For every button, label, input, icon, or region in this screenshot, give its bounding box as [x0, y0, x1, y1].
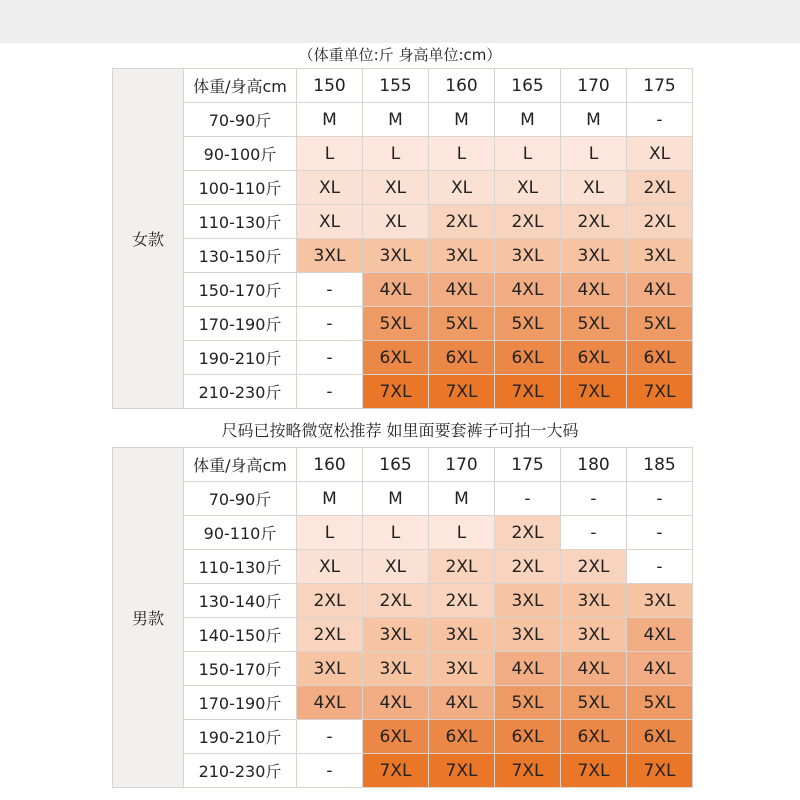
size-cell: 3XL: [561, 239, 627, 273]
weight-range-cell: 90-100斤: [184, 137, 297, 171]
size-cell: 3XL: [429, 239, 495, 273]
height-header-cell: 160: [429, 69, 495, 103]
size-cell: 5XL: [495, 686, 561, 720]
size-cell: -: [297, 754, 363, 788]
table-row: [113, 103, 693, 137]
weight-range-cell: 110-130斤: [184, 205, 297, 239]
table-row: [113, 720, 693, 754]
size-cell: 7XL: [561, 375, 627, 409]
size-cell: XL: [297, 550, 363, 584]
size-cell: 6XL: [495, 341, 561, 375]
size-cell: -: [297, 720, 363, 754]
size-cell: 2XL: [561, 550, 627, 584]
size-cell: 3XL: [561, 584, 627, 618]
size-cell: 2XL: [627, 205, 693, 239]
height-header-cell: 150: [297, 69, 363, 103]
size-cell: 4XL: [363, 273, 429, 307]
size-footnote: 尺码已按略微宽松推荐 如里面要套裤子可拍一大码: [221, 421, 579, 440]
size-cell: 4XL: [429, 686, 495, 720]
table-row: [113, 137, 693, 171]
weight-range-cell: 130-140斤: [184, 584, 297, 618]
weight-range-cell: 150-170斤: [184, 273, 297, 307]
size-cell: 7XL: [363, 375, 429, 409]
weight-range-cell: 170-190斤: [184, 307, 297, 341]
size-cell: 4XL: [561, 273, 627, 307]
table-row: [113, 171, 693, 205]
size-cell: 2XL: [297, 584, 363, 618]
size-cell: 5XL: [561, 686, 627, 720]
size-cell: 3XL: [429, 618, 495, 652]
size-cell: XL: [363, 205, 429, 239]
size-cell: 6XL: [627, 720, 693, 754]
men-group-label: 男款: [113, 448, 184, 788]
table-row: [113, 375, 693, 409]
weight-range-cell: 70-90斤: [184, 482, 297, 516]
size-cell: 6XL: [495, 720, 561, 754]
table-row: [113, 341, 693, 375]
size-cell: -: [297, 375, 363, 409]
size-cell: 6XL: [363, 720, 429, 754]
size-cell: -: [297, 273, 363, 307]
size-cell: XL: [429, 171, 495, 205]
table-row: [113, 584, 693, 618]
size-cell: L: [363, 137, 429, 171]
women-group-label: 女款: [113, 69, 184, 409]
size-cell: 4XL: [297, 686, 363, 720]
header-label: 体重/身高cm: [184, 69, 297, 103]
size-cell: 2XL: [495, 516, 561, 550]
height-header-cell: 175: [627, 69, 693, 103]
size-cell: XL: [297, 171, 363, 205]
weight-range-cell: 90-110斤: [184, 516, 297, 550]
size-cell: M: [297, 103, 363, 137]
size-cell: 2XL: [429, 205, 495, 239]
weight-range-cell: 210-230斤: [184, 754, 297, 788]
size-cell: 4XL: [495, 273, 561, 307]
size-cell: 3XL: [627, 584, 693, 618]
size-cell: M: [561, 103, 627, 137]
table-row: [113, 550, 693, 584]
size-cell: 5XL: [495, 307, 561, 341]
header-label: 体重/身高cm: [184, 448, 297, 482]
size-cell: 4XL: [561, 652, 627, 686]
size-cell: L: [561, 137, 627, 171]
size-cell: 4XL: [627, 618, 693, 652]
size-cell: 7XL: [561, 754, 627, 788]
size-cell: 3XL: [363, 652, 429, 686]
size-cell: 6XL: [561, 720, 627, 754]
size-cell: M: [363, 482, 429, 516]
weight-range-cell: 170-190斤: [184, 686, 297, 720]
size-cell: 2XL: [363, 584, 429, 618]
height-header-cell: 180: [561, 448, 627, 482]
size-cell: 6XL: [429, 720, 495, 754]
size-cell: 7XL: [363, 754, 429, 788]
height-header-cell: 165: [363, 448, 429, 482]
table-row: [113, 205, 693, 239]
size-cell: L: [495, 137, 561, 171]
size-cell: 3XL: [363, 239, 429, 273]
table-row: [113, 273, 693, 307]
size-cell: 5XL: [363, 307, 429, 341]
size-cell: 3XL: [429, 652, 495, 686]
height-header-cell: 160: [297, 448, 363, 482]
size-cell: M: [495, 103, 561, 137]
size-cell: 4XL: [363, 686, 429, 720]
size-cell: 2XL: [429, 550, 495, 584]
size-cell: 5XL: [429, 307, 495, 341]
weight-range-cell: 70-90斤: [184, 103, 297, 137]
size-cell: 7XL: [627, 754, 693, 788]
men-header-row: [113, 448, 693, 482]
table-row: [113, 516, 693, 550]
size-cell: 5XL: [627, 686, 693, 720]
size-cell: 6XL: [561, 341, 627, 375]
size-cell: 2XL: [627, 171, 693, 205]
size-cell: 3XL: [495, 584, 561, 618]
size-cell: 2XL: [561, 205, 627, 239]
size-cell: 3XL: [363, 618, 429, 652]
weight-range-cell: 210-230斤: [184, 375, 297, 409]
height-header-cell: 165: [495, 69, 561, 103]
table-row: [113, 754, 693, 788]
weight-range-cell: 110-130斤: [184, 550, 297, 584]
weight-range-cell: 190-210斤: [184, 720, 297, 754]
size-cell: 4XL: [627, 652, 693, 686]
size-cell: 3XL: [297, 239, 363, 273]
size-cell: -: [627, 516, 693, 550]
weight-range-cell: 190-210斤: [184, 341, 297, 375]
weight-range-cell: 100-110斤: [184, 171, 297, 205]
women-header-row: [113, 69, 693, 103]
size-cell: 2XL: [495, 205, 561, 239]
table-row: [113, 482, 693, 516]
size-cell: XL: [363, 550, 429, 584]
size-cell: M: [363, 103, 429, 137]
size-cell: 3XL: [627, 239, 693, 273]
height-header-cell: 185: [627, 448, 693, 482]
size-cell: 3XL: [495, 239, 561, 273]
size-cell: 2XL: [297, 618, 363, 652]
size-cell: -: [297, 307, 363, 341]
size-cell: -: [297, 341, 363, 375]
size-cell: XL: [363, 171, 429, 205]
size-cell: 4XL: [429, 273, 495, 307]
top-banner: [0, 0, 800, 43]
height-header-cell: 170: [429, 448, 495, 482]
size-cell: 2XL: [495, 550, 561, 584]
weight-range-cell: 150-170斤: [184, 652, 297, 686]
size-cell: XL: [561, 171, 627, 205]
table-row: [113, 239, 693, 273]
size-cell: M: [429, 482, 495, 516]
size-cell: 7XL: [627, 375, 693, 409]
men-size-table: [112, 447, 693, 788]
size-cell: L: [429, 137, 495, 171]
height-header-cell: 170: [561, 69, 627, 103]
size-cell: 7XL: [495, 754, 561, 788]
size-cell: 3XL: [495, 618, 561, 652]
size-cell: -: [561, 482, 627, 516]
size-cell: XL: [627, 137, 693, 171]
table-row: [113, 686, 693, 720]
size-cell: -: [627, 103, 693, 137]
size-cell: -: [495, 482, 561, 516]
table-row: [113, 652, 693, 686]
height-header-cell: 175: [495, 448, 561, 482]
weight-range-cell: 130-150斤: [184, 239, 297, 273]
size-cell: 3XL: [561, 618, 627, 652]
size-cell: 5XL: [627, 307, 693, 341]
size-cell: -: [627, 482, 693, 516]
size-cell: XL: [495, 171, 561, 205]
size-cell: 6XL: [363, 341, 429, 375]
size-cell: 4XL: [627, 273, 693, 307]
size-cell: 5XL: [561, 307, 627, 341]
size-cell: 7XL: [495, 375, 561, 409]
unit-note: （体重单位:斤 身高单位:cm）: [298, 46, 502, 64]
size-cell: -: [627, 550, 693, 584]
size-cell: XL: [297, 205, 363, 239]
size-cell: L: [363, 516, 429, 550]
height-header-cell: 155: [363, 69, 429, 103]
size-cell: 6XL: [627, 341, 693, 375]
size-cell: L: [297, 516, 363, 550]
size-cell: 6XL: [429, 341, 495, 375]
size-cell: 4XL: [495, 652, 561, 686]
size-cell: L: [297, 137, 363, 171]
size-cell: M: [429, 103, 495, 137]
size-cell: 2XL: [429, 584, 495, 618]
weight-range-cell: 140-150斤: [184, 618, 297, 652]
table-row: [113, 618, 693, 652]
size-cell: -: [561, 516, 627, 550]
size-cell: 7XL: [429, 375, 495, 409]
women-size-table: [112, 68, 693, 409]
table-row: [113, 307, 693, 341]
size-cell: 3XL: [297, 652, 363, 686]
size-cell: M: [297, 482, 363, 516]
size-cell: 7XL: [429, 754, 495, 788]
size-cell: L: [429, 516, 495, 550]
